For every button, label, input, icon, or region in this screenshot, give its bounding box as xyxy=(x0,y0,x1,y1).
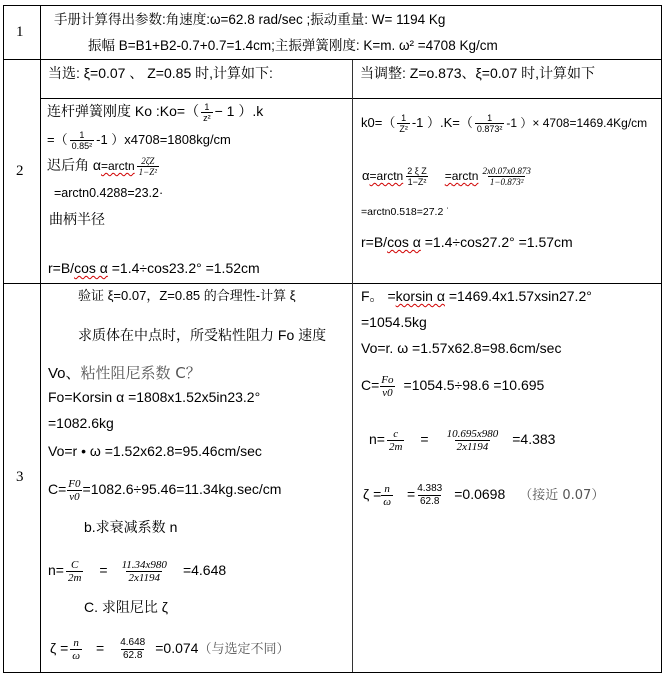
r-cos: cos α xyxy=(74,260,108,276)
alpha-adj-f2-num: 2x0.07x0.873 xyxy=(482,166,531,176)
fo-adjusted-result: =1054.5kg xyxy=(361,314,427,330)
find-force-text: 求质体在中点时，所受粘性阻力 Fo 速度 xyxy=(78,327,327,343)
ko-calc-fraction xyxy=(70,130,95,151)
alpha-adj-fraction-2 xyxy=(480,166,533,187)
n-adj-f1-den: 2m xyxy=(388,441,403,453)
r-adj-cos: cos α xyxy=(387,234,421,250)
alpha-formula xyxy=(47,156,161,177)
n-adj-fraction-1 xyxy=(387,428,404,453)
alpha-adj-f2-den: 1−0.873² xyxy=(489,177,524,187)
row-index-2: 2 xyxy=(16,163,24,179)
ko-adj-f2-den: 0.873² xyxy=(476,124,503,134)
ko-adj-f1-den: Z² xyxy=(399,124,408,134)
n-adj-eq: = xyxy=(420,431,429,448)
find-damping-rest: 粘性阻尼系数 C？ xyxy=(80,364,201,382)
n-fraction-1 xyxy=(66,559,83,584)
zeta-eq: = xyxy=(96,640,105,657)
alpha-adj-arctn-1: =arctn xyxy=(369,168,404,183)
c-fraction-num: F0 xyxy=(68,478,81,490)
c-tail: =1082.6÷95.46=11.34kg.sec/cm xyxy=(82,481,282,498)
n-adjusted-formula xyxy=(369,428,555,453)
table-border-right xyxy=(661,5,662,673)
alpha-adj-fraction-1 xyxy=(405,166,429,187)
ko-fraction-den: z² xyxy=(203,113,211,123)
ko-adj-head: k0=（ xyxy=(361,114,396,130)
zeta-adj-head: ζ = xyxy=(363,486,382,503)
c-adj-fraction-den: v0 xyxy=(382,387,393,399)
c-adjusted-formula xyxy=(361,374,544,399)
ko-formula xyxy=(47,102,263,123)
find-damping-v: Vo、 xyxy=(48,365,81,382)
zeta-adjusted-formula xyxy=(363,483,604,508)
alpha-fraction-den: 1−Z² xyxy=(138,167,157,177)
zeta-f1-den: ω xyxy=(72,650,81,662)
zeta-adj-eq: = xyxy=(407,486,416,503)
zeta-f2-num: 4.648 xyxy=(120,637,146,648)
c-fraction xyxy=(66,478,82,503)
vo-formula: Vo=r • ω =1.52x62.8=95.46cm/sec xyxy=(48,443,262,459)
ko-adj-f2-num: 1 xyxy=(487,113,493,123)
alpha-adj-arctn-2: =arctn xyxy=(444,168,479,183)
ko-adjusted-formula xyxy=(361,113,647,134)
alpha-fraction-num: 2ζZ xyxy=(141,156,155,166)
zeta-adj-f1-num: n xyxy=(384,483,390,495)
row2-bottom-border xyxy=(3,283,662,284)
n-fraction-2 xyxy=(120,559,169,584)
alpha-result: =arctn0.4288=23.2· xyxy=(54,186,164,200)
zeta-f1-num: n xyxy=(73,637,79,649)
ko-calc xyxy=(47,130,231,151)
alpha-arctn: =arctn xyxy=(100,159,135,174)
vo-adjusted-formula: Vo=r. ω =1.57x62.8=98.6cm/sec xyxy=(361,340,562,356)
ko-tail: − 1 ）.k xyxy=(214,103,264,120)
alpha-fraction xyxy=(137,156,159,177)
zeta-adj-f2-num: 4.383 xyxy=(417,483,443,494)
zeta-f2-den: 62.8 xyxy=(123,650,143,661)
row1-line2: 振幅 B=B1+B2-0.7+0.7=1.4cm;主振弹簧刚度: K=m. ω² =4708 Kg/cm xyxy=(88,38,498,53)
ko-adj-tail: -1 ）× 4708=1469.4Kg/cm xyxy=(506,115,648,130)
alpha-label: 迟后角 α xyxy=(47,157,101,174)
c-adj-head: C= xyxy=(361,377,380,394)
row2-left-header: 当选: ξ=0.07 、 Z=0.85 时,计算如下: xyxy=(48,65,273,81)
fo-formula: Fo=Korsin α =1808x1.52x5in23.2° xyxy=(48,389,261,405)
zeta-formula xyxy=(50,637,289,662)
crank-radius-formula xyxy=(48,259,260,277)
fo-result: =1082.6kg xyxy=(48,415,114,431)
n-formula xyxy=(48,559,226,584)
n-adj-f2-den: 2x1194 xyxy=(456,441,489,453)
row2-header-divider xyxy=(40,98,662,99)
alpha-adjusted-formula xyxy=(362,166,535,187)
ko-calc-tail: -1 ）x4708=1808kg/cm xyxy=(96,131,231,147)
row-index-3: 3 xyxy=(16,469,24,485)
n-f2-den: 2x1194 xyxy=(128,572,161,584)
ko-adj-mid: -1 ）.K=（ xyxy=(411,114,473,130)
fo-adj-tail: =1469.4x1.57xsin27.2° xyxy=(444,288,592,304)
c-head: C= xyxy=(48,481,67,498)
zeta-note: （与选定不同） xyxy=(198,642,290,658)
alpha-adj-sym: α xyxy=(362,167,370,183)
ko-calc-fraction-den: 0.85² xyxy=(71,141,93,151)
ko-fraction-num: 1 xyxy=(204,102,210,112)
row3-bottom-border xyxy=(3,672,662,673)
fo-adj-squig: korsin α xyxy=(395,288,445,304)
c-formula xyxy=(48,478,281,503)
row1-bottom-border xyxy=(3,59,662,60)
alpha-adj-f1-num: 2 ξ Z xyxy=(407,166,427,176)
ko-calc-head: =（ xyxy=(47,131,68,147)
c-fraction-den: v0 xyxy=(69,491,80,503)
row1-line1: 手册计算得出参数:角速度:ω=62.8 rad/sec ;振动重量: W= 1194 Kg xyxy=(54,12,446,27)
n-adj-head: n= xyxy=(369,431,385,448)
n-eq: = xyxy=(99,562,108,579)
r-adj-tail: =1.4÷cos27.2° =1.57cm xyxy=(420,234,573,250)
n-adj-fraction-2 xyxy=(445,428,501,453)
n-f1-den: 2m xyxy=(67,572,82,584)
zeta-adj-fraction-2 xyxy=(415,483,444,508)
zeta-adj-f2-den: 62.8 xyxy=(420,496,440,507)
table-border-left xyxy=(3,5,4,673)
middle-column-divider xyxy=(352,60,353,672)
c-adj-fraction-num: Fo xyxy=(381,374,394,386)
r-adj-head: r=B/ xyxy=(361,234,388,250)
ko-fraction xyxy=(201,102,213,123)
ko-label: 连杆弹簧刚度 Ko :Ko=（ xyxy=(47,103,200,120)
zeta-result: =0.074 xyxy=(155,640,199,657)
alpha-adjusted-result: =arctn0.518=27.2 ˙ xyxy=(361,206,450,218)
zeta-head: ζ = xyxy=(50,640,69,657)
r-head: r=B/ xyxy=(48,260,75,276)
n-adj-f2-num: 10.695x980 xyxy=(446,428,499,440)
ko-adj-fraction-1 xyxy=(397,113,410,134)
crank-radius-label: 曲柄半径 xyxy=(49,211,105,227)
index-column-divider xyxy=(40,5,41,673)
c-adj-tail: =1054.5÷98.6 =10.695 xyxy=(403,377,545,394)
zeta-adj-note: （接近 0.07） xyxy=(519,488,605,504)
row2-right-header: 当调整: Z=o.873、ξ=0.07 时,计算如下 xyxy=(360,65,596,81)
find-damping-text xyxy=(48,364,201,383)
fo-adj-head: F。 = xyxy=(361,288,396,304)
zeta-adj-result: =0.0698 xyxy=(454,486,506,503)
c-adj-fraction xyxy=(379,374,395,399)
zeta-adj-fraction-1 xyxy=(381,483,393,508)
c-heading: C. 求阻尼比 ζ xyxy=(84,599,168,615)
n-adj-f1-num: c xyxy=(393,428,399,440)
table-border-top xyxy=(3,5,662,6)
ko-calc-fraction-num: 1 xyxy=(79,130,85,140)
ko-adj-fraction-2 xyxy=(475,113,505,134)
n-head: n= xyxy=(48,562,64,579)
verify-heading: 验证 ξ=0.07，Z=0.85 的合理性-计算 ξ xyxy=(78,288,296,303)
zeta-adj-f1-den: ω xyxy=(383,496,392,508)
n-adj-result: =4.383 xyxy=(512,431,556,448)
ko-adj-f1-num: 1 xyxy=(401,113,407,123)
n-f1-num: C xyxy=(71,559,79,571)
fo-adjusted-formula xyxy=(361,287,592,305)
zeta-fraction-2 xyxy=(118,637,147,662)
n-result: =4.648 xyxy=(182,562,227,579)
row-index-1: 1 xyxy=(16,24,24,40)
crank-radius-adjusted xyxy=(361,233,573,251)
alpha-adj-f1-den: 1−Z² xyxy=(407,177,427,187)
r-tail: =1.4÷cos23.2° =1.52cm xyxy=(107,260,260,276)
n-f2-num: 11.34x980 xyxy=(121,559,167,571)
b-heading: b.求衰减系数 n xyxy=(84,519,178,535)
zeta-fraction-1 xyxy=(70,637,82,662)
